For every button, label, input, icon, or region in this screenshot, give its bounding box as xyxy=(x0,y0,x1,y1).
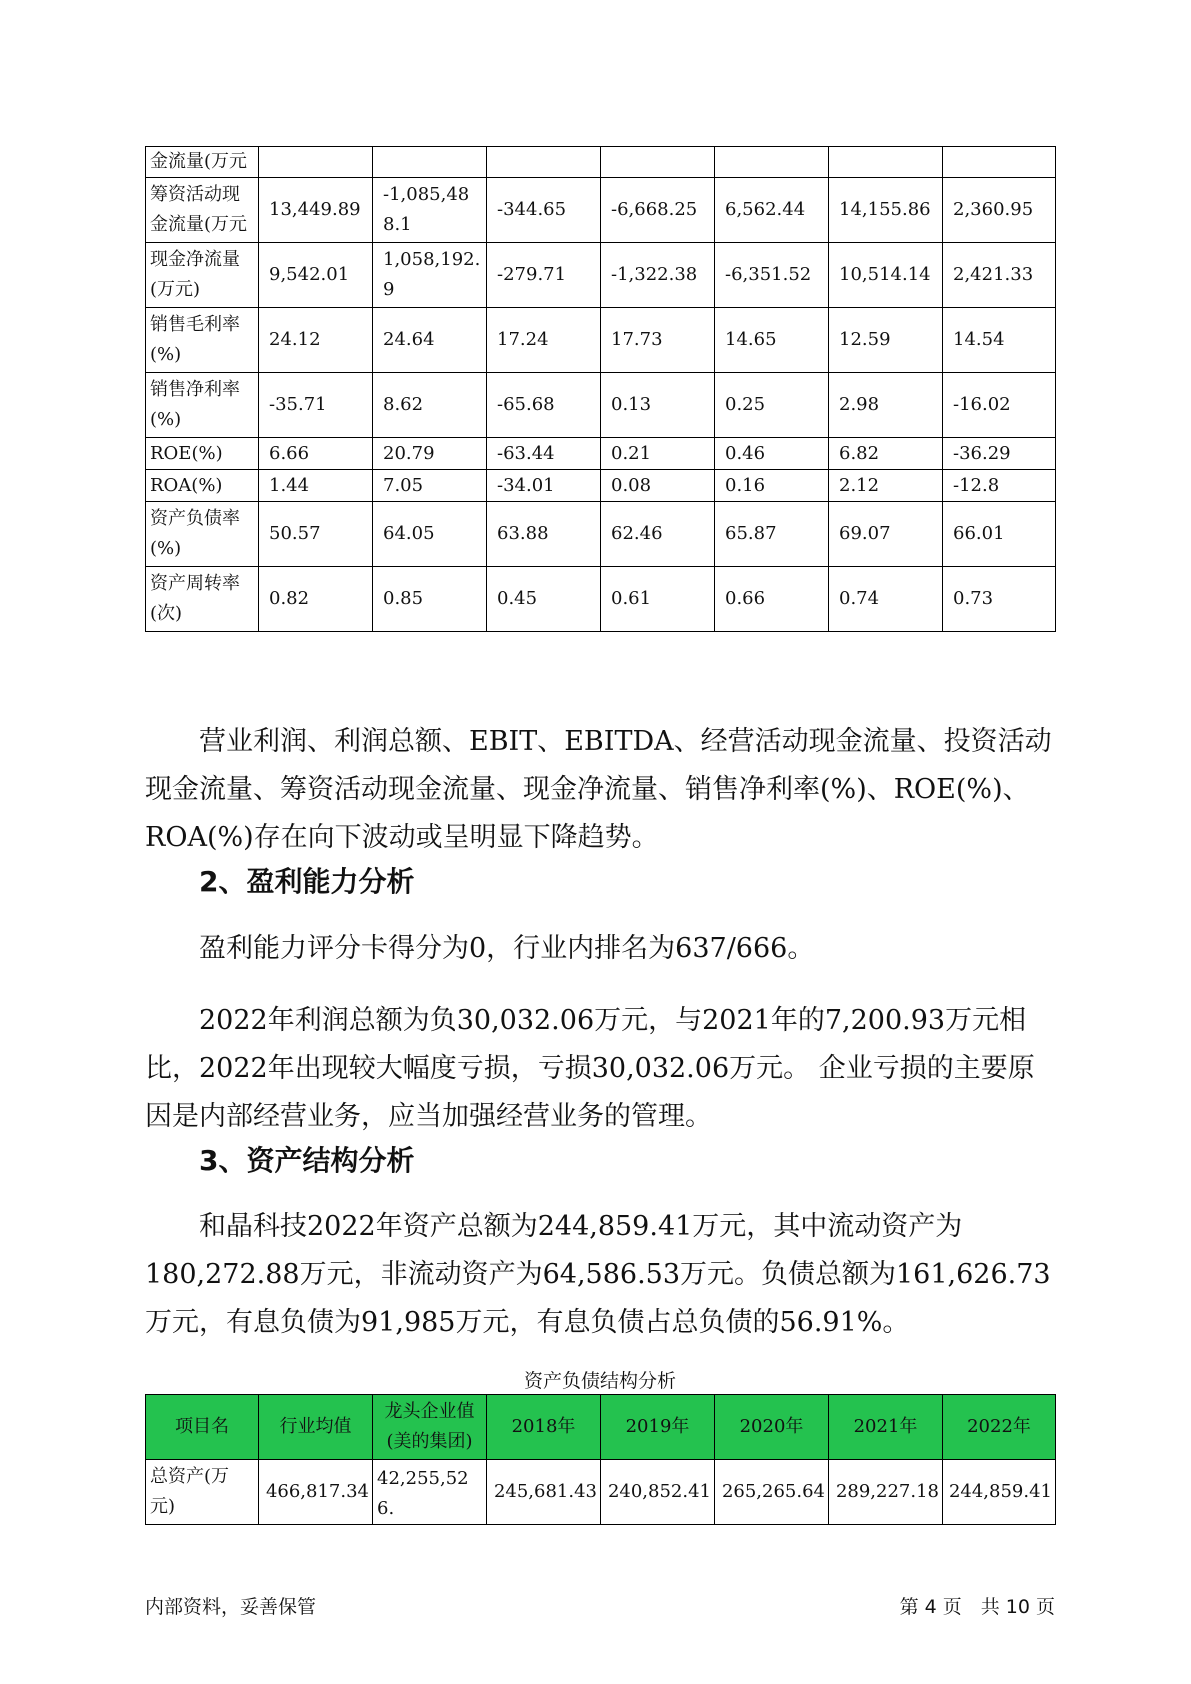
table-cell: 8.62 xyxy=(373,373,487,438)
table-cell: 62.46 xyxy=(601,502,715,567)
table-cell: 14.54 xyxy=(943,308,1056,373)
table-cell: 0.66 xyxy=(715,567,829,632)
row-label: 销售净利率(%) xyxy=(146,373,259,438)
row-label: 销售毛利率(%) xyxy=(146,308,259,373)
table-cell: 20.79 xyxy=(373,438,487,470)
table-row xyxy=(146,470,1056,502)
table-cell: 13,449.89 xyxy=(259,178,373,243)
table-cell: 240,852.41 xyxy=(601,1460,715,1525)
table-cell: 265,265.64 xyxy=(715,1460,829,1525)
table-cell: -63.44 xyxy=(487,438,601,470)
table-cell: 1.44 xyxy=(259,470,373,502)
row-label: 金流量(万元 xyxy=(146,147,259,178)
table-cell: 10,514.14 xyxy=(829,243,943,308)
footer-confidential-note: 内部资料，妥善保管 xyxy=(145,1596,317,1618)
row-label: 现金净流量(万元) xyxy=(146,243,259,308)
column-header: 行业均值 xyxy=(259,1395,373,1460)
page-number: 第 4 页 共 10 页 xyxy=(899,1596,1055,1618)
asset-liability-table xyxy=(145,1394,1056,1525)
table-cell: 17.73 xyxy=(601,308,715,373)
table-cell: 244,859.41 xyxy=(943,1460,1056,1525)
table-cell: 0.13 xyxy=(601,373,715,438)
table-cell: -1,322.38 xyxy=(601,243,715,308)
table-row xyxy=(146,178,1056,243)
row-label: ROE(%) xyxy=(146,438,259,470)
column-header: 2022年 xyxy=(943,1395,1056,1460)
table-cell: -6,668.25 xyxy=(601,178,715,243)
table-cell: 466,817.34 xyxy=(259,1460,373,1525)
table-cell: 14,155.86 xyxy=(829,178,943,243)
table-cell: 289,227.18 xyxy=(829,1460,943,1525)
table-cell: 6.66 xyxy=(259,438,373,470)
assets-paragraph: 和晶科技2022年资产总额为244,859.41万元，其中流动资产为180,272.88万元，非流动资产为64,586.53万元。负债总额为161,626.73万元，有息负债为91,985万元，有息负债占总负债的56.91%。 xyxy=(145,1211,1051,1338)
table-cell: -16.02 xyxy=(943,373,1056,438)
table-cell: 12.59 xyxy=(829,308,943,373)
table-cell: 2,421.33 xyxy=(943,243,1056,308)
table-cell: -1,085,488.1 xyxy=(373,178,487,243)
table-cell: 64.05 xyxy=(373,502,487,567)
table-row xyxy=(146,567,1056,632)
table-cell: 0.21 xyxy=(601,438,715,470)
score-paragraph: 盈利能力评分卡得分为0，行业内排名为637/666。 xyxy=(199,933,815,964)
table-cell xyxy=(943,147,1056,178)
section-heading-asset-structure: 3、资产结构分析 xyxy=(199,1144,415,1177)
row-label: 总资产(万元) xyxy=(146,1460,259,1525)
column-header: 龙头企业值(美的集团) xyxy=(373,1395,487,1460)
table-cell: 0.74 xyxy=(829,567,943,632)
table-cell: 69.07 xyxy=(829,502,943,567)
section-heading-profitability: 2、盈利能力分析 xyxy=(199,865,415,898)
row-label: 资产负债率(%) xyxy=(146,502,259,567)
row-label: ROA(%) xyxy=(146,470,259,502)
table-cell: 66.01 xyxy=(943,502,1056,567)
table-cell: 6,562.44 xyxy=(715,178,829,243)
table-caption: 资产负债结构分析 xyxy=(523,1370,676,1392)
table-cell: -6,351.52 xyxy=(715,243,829,308)
column-header: 2018年 xyxy=(487,1395,601,1460)
table-cell: 63.88 xyxy=(487,502,601,567)
table-cell: 50.57 xyxy=(259,502,373,567)
table-cell: 0.85 xyxy=(373,567,487,632)
table-cell: 24.64 xyxy=(373,308,487,373)
table-cell: 2.12 xyxy=(829,470,943,502)
table-cell: -36.29 xyxy=(943,438,1056,470)
table-cell xyxy=(715,147,829,178)
table-row xyxy=(146,308,1056,373)
table-cell xyxy=(259,147,373,178)
table-cell: -35.71 xyxy=(259,373,373,438)
trend-paragraph: 营业利润、利润总额、EBIT、EBITDA、经营活动现金流量、投资活动现金流量、筹资活动现金流量、现金净流量、销售净利率(%)、ROE(%)、ROA(%)存在向下波动或呈明显下降趋势。 xyxy=(145,726,1052,853)
table-cell: -12.8 xyxy=(943,470,1056,502)
table-cell: 6.82 xyxy=(829,438,943,470)
financial-metrics-table xyxy=(145,146,1056,632)
table-cell: 14.65 xyxy=(715,308,829,373)
table-cell: 9,542.01 xyxy=(259,243,373,308)
table-cell: 24.12 xyxy=(259,308,373,373)
table-cell: 245,681.43 xyxy=(487,1460,601,1525)
table-cell xyxy=(373,147,487,178)
table-cell: 2,360.95 xyxy=(943,178,1056,243)
table-header-row xyxy=(146,1395,1056,1460)
table-cell: -344.65 xyxy=(487,178,601,243)
table-row xyxy=(146,502,1056,567)
table-cell xyxy=(487,147,601,178)
table-row xyxy=(146,147,1056,178)
table-cell: 1,058,192.9 xyxy=(373,243,487,308)
row-label: 资产周转率(次) xyxy=(146,567,259,632)
column-header: 2020年 xyxy=(715,1395,829,1460)
table-cell: 2.98 xyxy=(829,373,943,438)
column-header: 2019年 xyxy=(601,1395,715,1460)
table-cell: -34.01 xyxy=(487,470,601,502)
table-cell: 0.46 xyxy=(715,438,829,470)
table-cell: 0.73 xyxy=(943,567,1056,632)
table-cell: 0.25 xyxy=(715,373,829,438)
table-cell: 7.05 xyxy=(373,470,487,502)
table-cell: 42,255,526. xyxy=(373,1460,487,1525)
row-label: 筹资活动现金流量(万元 xyxy=(146,178,259,243)
table-row xyxy=(146,438,1056,470)
table-cell: 65.87 xyxy=(715,502,829,567)
table-cell: 17.24 xyxy=(487,308,601,373)
table-cell: 0.45 xyxy=(487,567,601,632)
column-header: 2021年 xyxy=(829,1395,943,1460)
table-cell: 0.16 xyxy=(715,470,829,502)
profit-paragraph: 2022年利润总额为负30,032.06万元，与2021年的7,200.93万元相比，2022年出现较大幅度亏损，亏损30,032.06万元。 企业亏损的主要原因是内部经营业务，应当加强经营业务的管理。 xyxy=(145,1005,1035,1132)
table-cell: -65.68 xyxy=(487,373,601,438)
table-cell: 0.82 xyxy=(259,567,373,632)
table-row xyxy=(146,243,1056,308)
table-cell xyxy=(601,147,715,178)
column-header: 项目名 xyxy=(146,1395,259,1460)
table-cell: 0.61 xyxy=(601,567,715,632)
table-row xyxy=(146,1460,1056,1525)
table-cell: 0.08 xyxy=(601,470,715,502)
table-cell: -279.71 xyxy=(487,243,601,308)
table-cell xyxy=(829,147,943,178)
table-row xyxy=(146,373,1056,438)
